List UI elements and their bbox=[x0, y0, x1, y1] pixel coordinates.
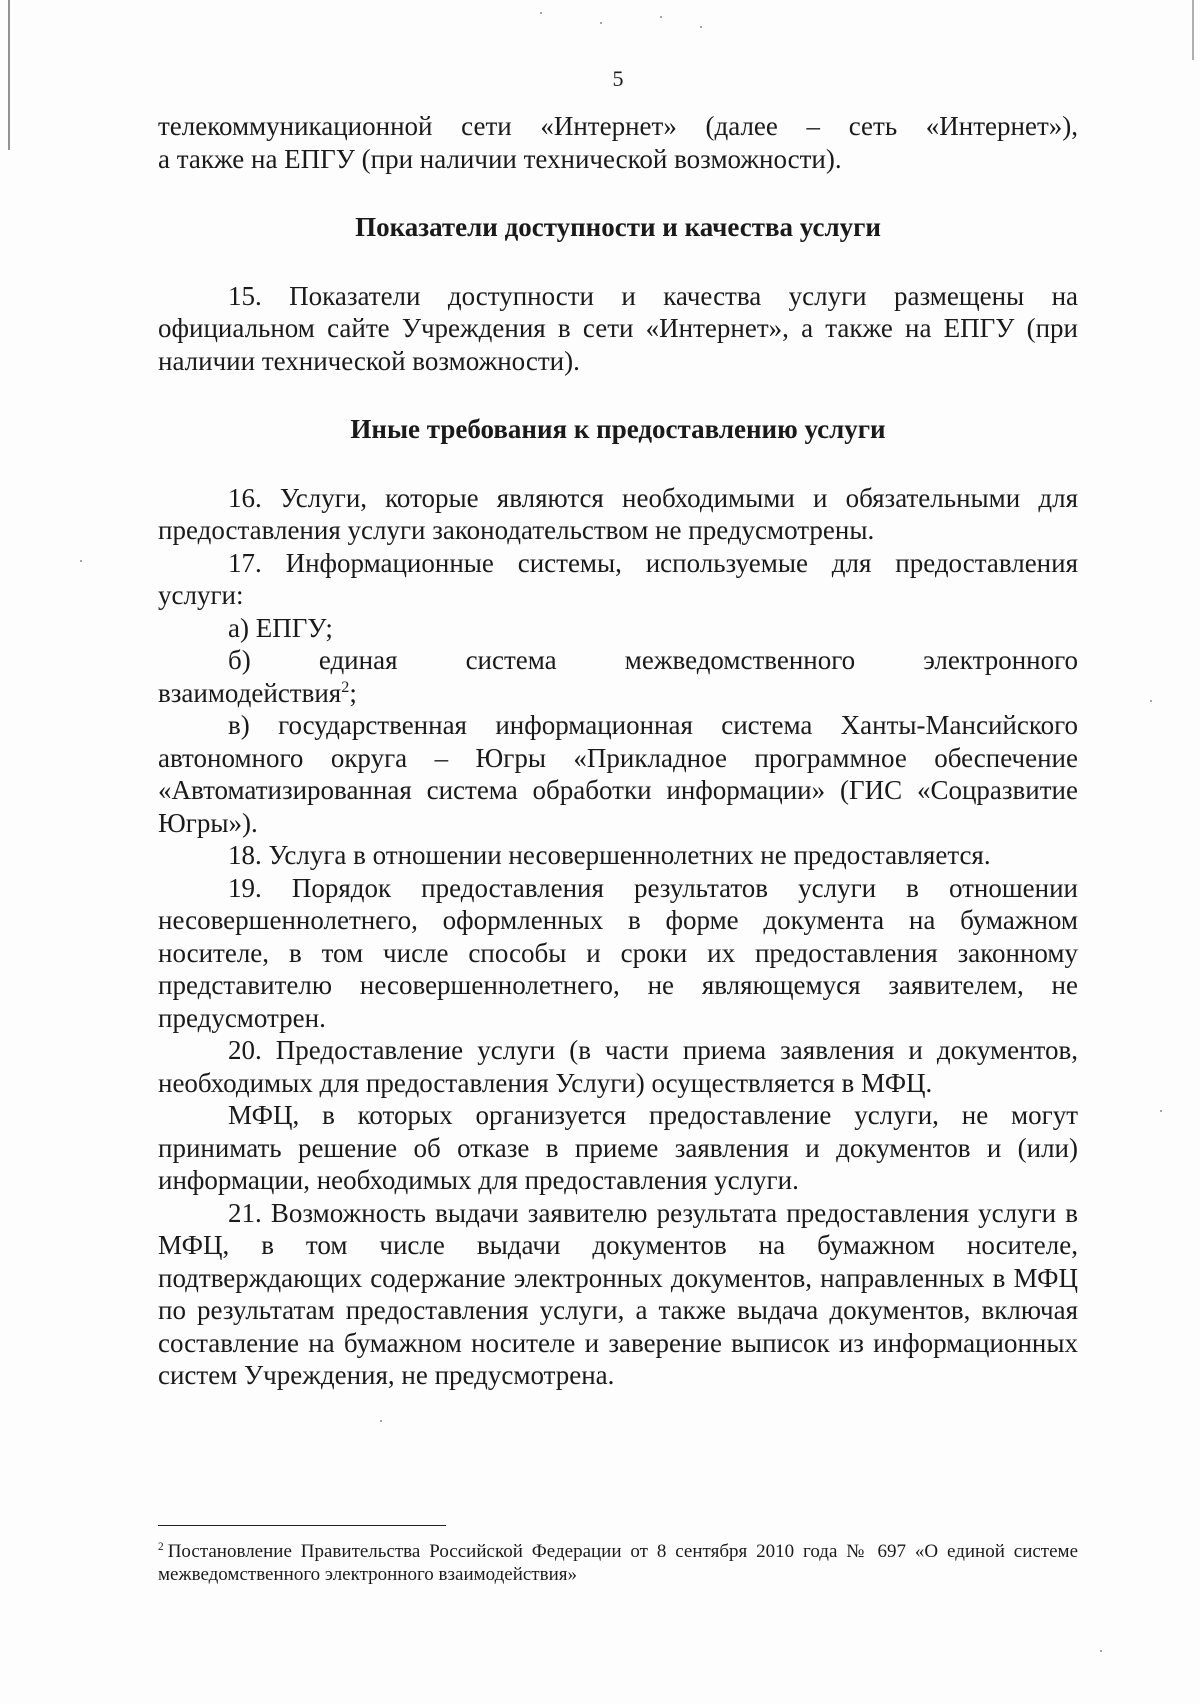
footnote-separator bbox=[158, 1525, 446, 1526]
paragraph-17-a: а) ЕПГУ; bbox=[228, 612, 333, 643]
paragraph-continuation-line1: телекоммуникационной сети «Интернет» (далее – сеть «Интернет»), bbox=[158, 111, 1078, 141]
scan-speck bbox=[600, 22, 602, 24]
scan-speck bbox=[1150, 700, 1152, 702]
paragraph-17-b-line2 bbox=[158, 677, 1078, 710]
scan-speck bbox=[80, 560, 82, 562]
paragraph-17: 17. Информационные системы, используемые для предоставления услуги: bbox=[158, 547, 1078, 610]
paragraph-19: 19. Порядок предоставления результатов услуги в отношении несовершеннолетнего, оформленных в форме документа на бумажном носителе, в том числе способы и сроки их предоставления законному представителю несовершеннолетнего, не являющемуся заявителем, не предусмотрен. bbox=[158, 872, 1078, 1033]
scan-edge-right bbox=[1192, 0, 1194, 60]
document-body bbox=[158, 110, 1078, 1392]
paragraph-17-b-text: взаимодействия bbox=[158, 677, 342, 708]
paragraph-17-v: в) государственная информационная система Ханты-Мансийского автономного округа – Югры «Прикладное программное обеспечение «Автоматизированная система обработки информации» (ГИС «Соцразвитие Югры»). bbox=[158, 710, 1078, 838]
scan-speck bbox=[700, 26, 702, 28]
paragraph-18: 18. Услуга в отношении несовершеннолетних не предоставляется. bbox=[228, 840, 991, 870]
paragraph-15: 15. Показатели доступности и качества услуги размещены на официальном сайте Учреждения в сети «Интернет», а также на ЕПГУ (при наличии технической возможности). bbox=[158, 280, 1078, 376]
section-heading-other-requirements: Иные требования к предоставлению услуги bbox=[350, 414, 886, 444]
scan-speck bbox=[660, 16, 662, 18]
paragraph-21: 21. Возможность выдачи заявителю результата предоставления услуги в МФЦ, в том числе выдачи документов на бумажном носителе, подтверждающих содержание электронных документов, направленных в МФЦ по результатам предоставления услуги, а также выдача документов, включая составление на бумажном носителе и заверение выписок из информационных систем Учреждения, не предусмотрена. bbox=[158, 1197, 1078, 1390]
paragraph-17-b-line1: б) единая система межведомственного электронного bbox=[228, 645, 1078, 675]
scan-speck bbox=[1100, 1650, 1102, 1652]
footnote bbox=[158, 1540, 1078, 1586]
paragraph-17-b-end: ; bbox=[349, 677, 357, 708]
scan-speck bbox=[540, 12, 542, 14]
scan-speck bbox=[1160, 1110, 1162, 1112]
paragraph-20-b: МФЦ, в которых организуется предоставление услуги, не могут принимать решение об отказе в приеме заявления и документов и (или) информации, необходимых для предоставления услуги. bbox=[158, 1100, 1078, 1195]
footnote-mark: 2 bbox=[158, 1540, 164, 1553]
paragraph-continuation-line2: а также на ЕПГУ (при наличии технической возможности). bbox=[158, 143, 842, 174]
footnote-text: Постановление Правительства Российской Федерации от 8 сентября 2010 года № 697 «О единой системе межведомственного электронного взаимодействия» bbox=[158, 1541, 1078, 1585]
scan-speck bbox=[380, 1420, 382, 1422]
paragraph-16: 16. Услуги, которые являются необходимыми и обязательными для предоставления услуги законодательством не предусмотрены. bbox=[158, 482, 1078, 545]
section-heading-accessibility: Показатели доступности и качества услуги bbox=[355, 212, 881, 242]
footnote-ref: 2 bbox=[341, 677, 350, 696]
paragraph-20: 20. Предоставление услуги (в части приема заявления и документов, необходимых для предоставления Услуги) осуществляется в МФЦ. bbox=[158, 1035, 1078, 1098]
page-number: 5 bbox=[612, 66, 624, 91]
